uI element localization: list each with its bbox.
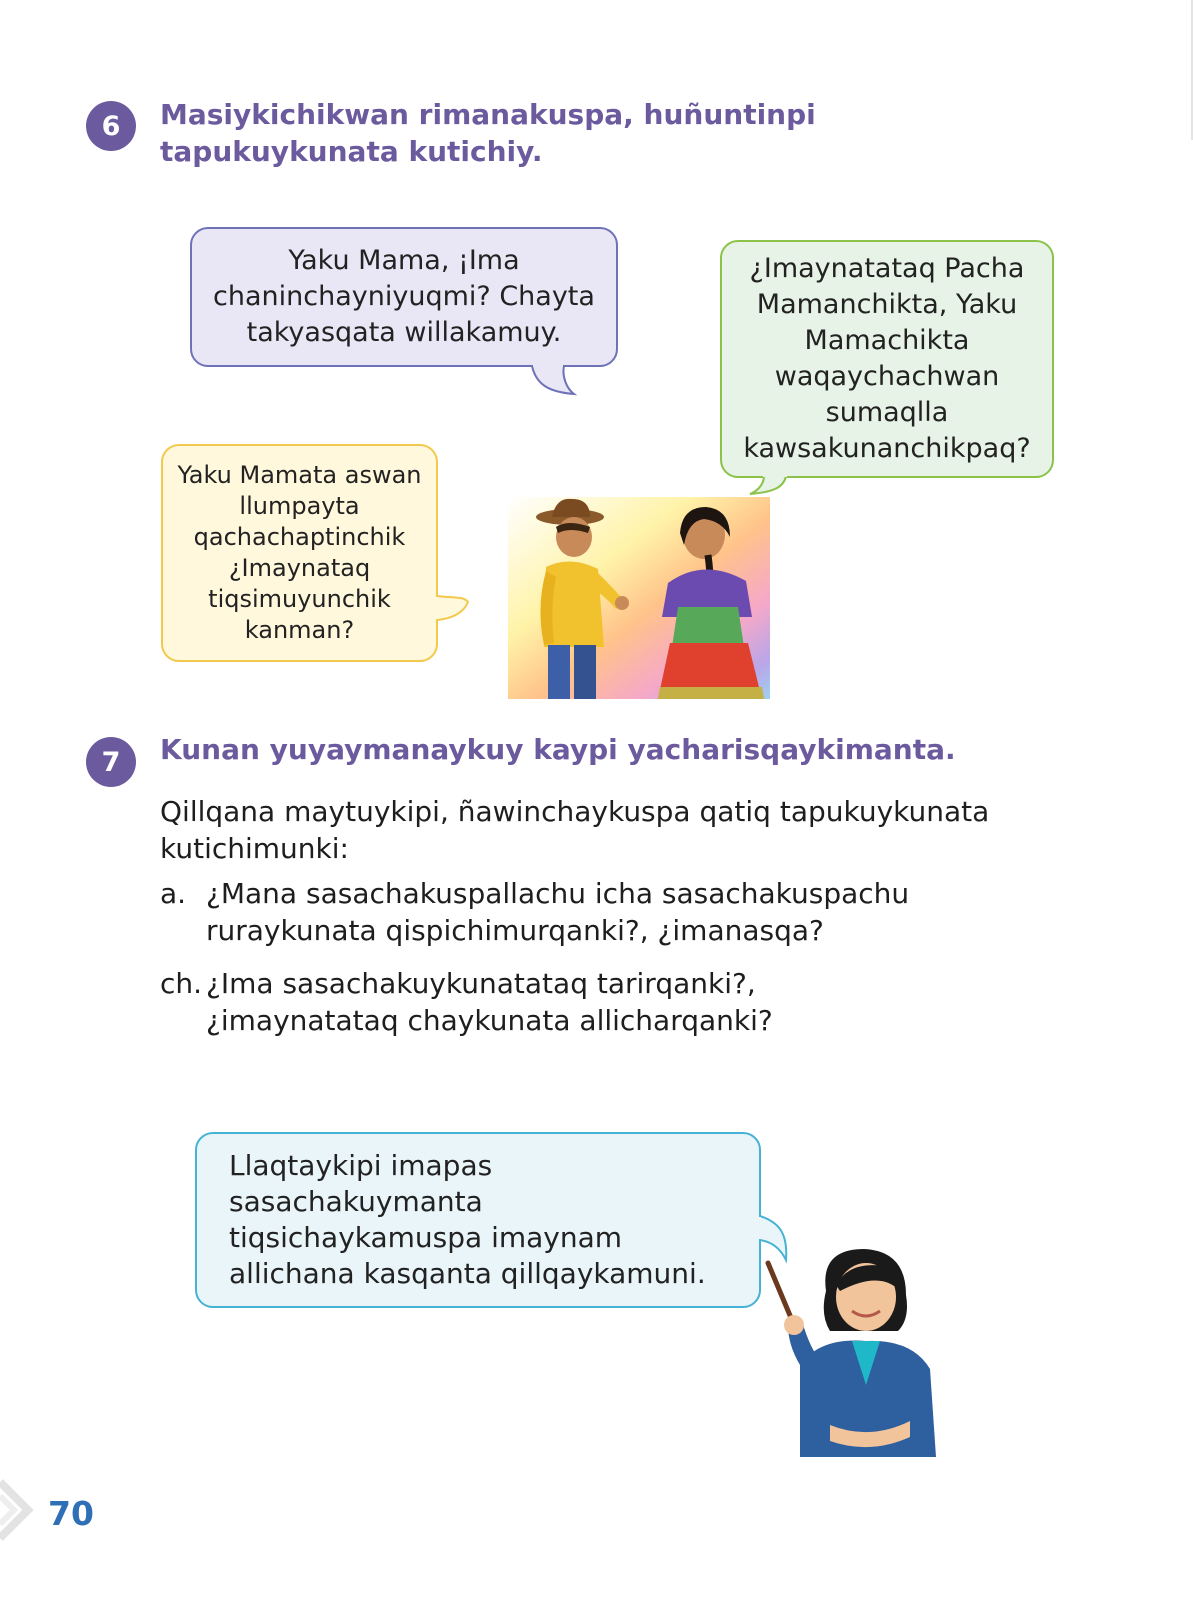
speech-bubble-purple-text: Yaku Mama, ¡Ima chaninchayniyuqmi? Chayta takyasqata willakamuy. — [213, 245, 595, 348]
speech-bubble-green-tail — [744, 470, 804, 500]
question-a-text: ¿Mana sasachakuspallachu icha sasachakuspachu ruraykunata qispichimurqanki?, ¿imanasqa? — [206, 877, 910, 947]
activity-7-heading: Kunan yuyaymanaykuy kaypi yacharisqaykimanta. — [160, 733, 956, 766]
speech-bubble-teacher — [195, 1132, 761, 1308]
speech-bubble-yellow — [161, 444, 438, 662]
question-ch-text: ¿Ima sasachakuykunatataq tarirqanki?, ¿imaynatataq chaykunata allicharqanki? — [206, 967, 773, 1037]
speech-bubble-green-text: ¿Imaynatataq Pacha Mamanchikta, Yaku Mamachikta waqaychachwan sumaqlla kawsakunanchikpaq? — [743, 253, 1031, 464]
page-number: 70 — [48, 1494, 94, 1533]
activity-6-number-badge — [86, 101, 136, 151]
activity-7-intro: Qillqana maytuykipi, ñawinchaykuspa qatiq tapukuykunata kutichimunki: — [160, 795, 990, 865]
teacher-illustration — [760, 1245, 940, 1457]
speech-bubble-teacher-text: Llaqtaykipi imapas sasachakuymanta tiqsichaykamuspa imaynam allichana kasqanta qillqaykamuni. — [229, 1149, 706, 1290]
question-a-marker: a. — [160, 877, 187, 910]
children-talking-illustration — [508, 497, 770, 699]
speech-bubble-yellow-tail — [430, 588, 480, 628]
speech-bubble-purple-tail — [526, 360, 586, 400]
activity-7-number: 7 — [101, 746, 121, 778]
speech-bubble-yellow-text: Yaku Mamata aswan llumpayta qachachaptinchik ¿Imaynataq tiqsimuyunchik kanman? — [177, 461, 422, 644]
speech-bubble-green — [720, 240, 1054, 478]
question-ch-marker: ch. — [160, 967, 203, 1000]
activity-7-number-badge — [86, 737, 136, 787]
corner-pattern-decoration — [0, 1472, 46, 1562]
speech-bubble-purple — [190, 227, 618, 367]
activity-6-number: 6 — [101, 110, 121, 142]
question-ch — [160, 965, 1060, 1045]
question-a — [160, 875, 1060, 955]
activity-6-heading: Masiykichikwan rimanakuspa, huñuntinpi tapukuykunata kutichiy. — [160, 98, 816, 168]
